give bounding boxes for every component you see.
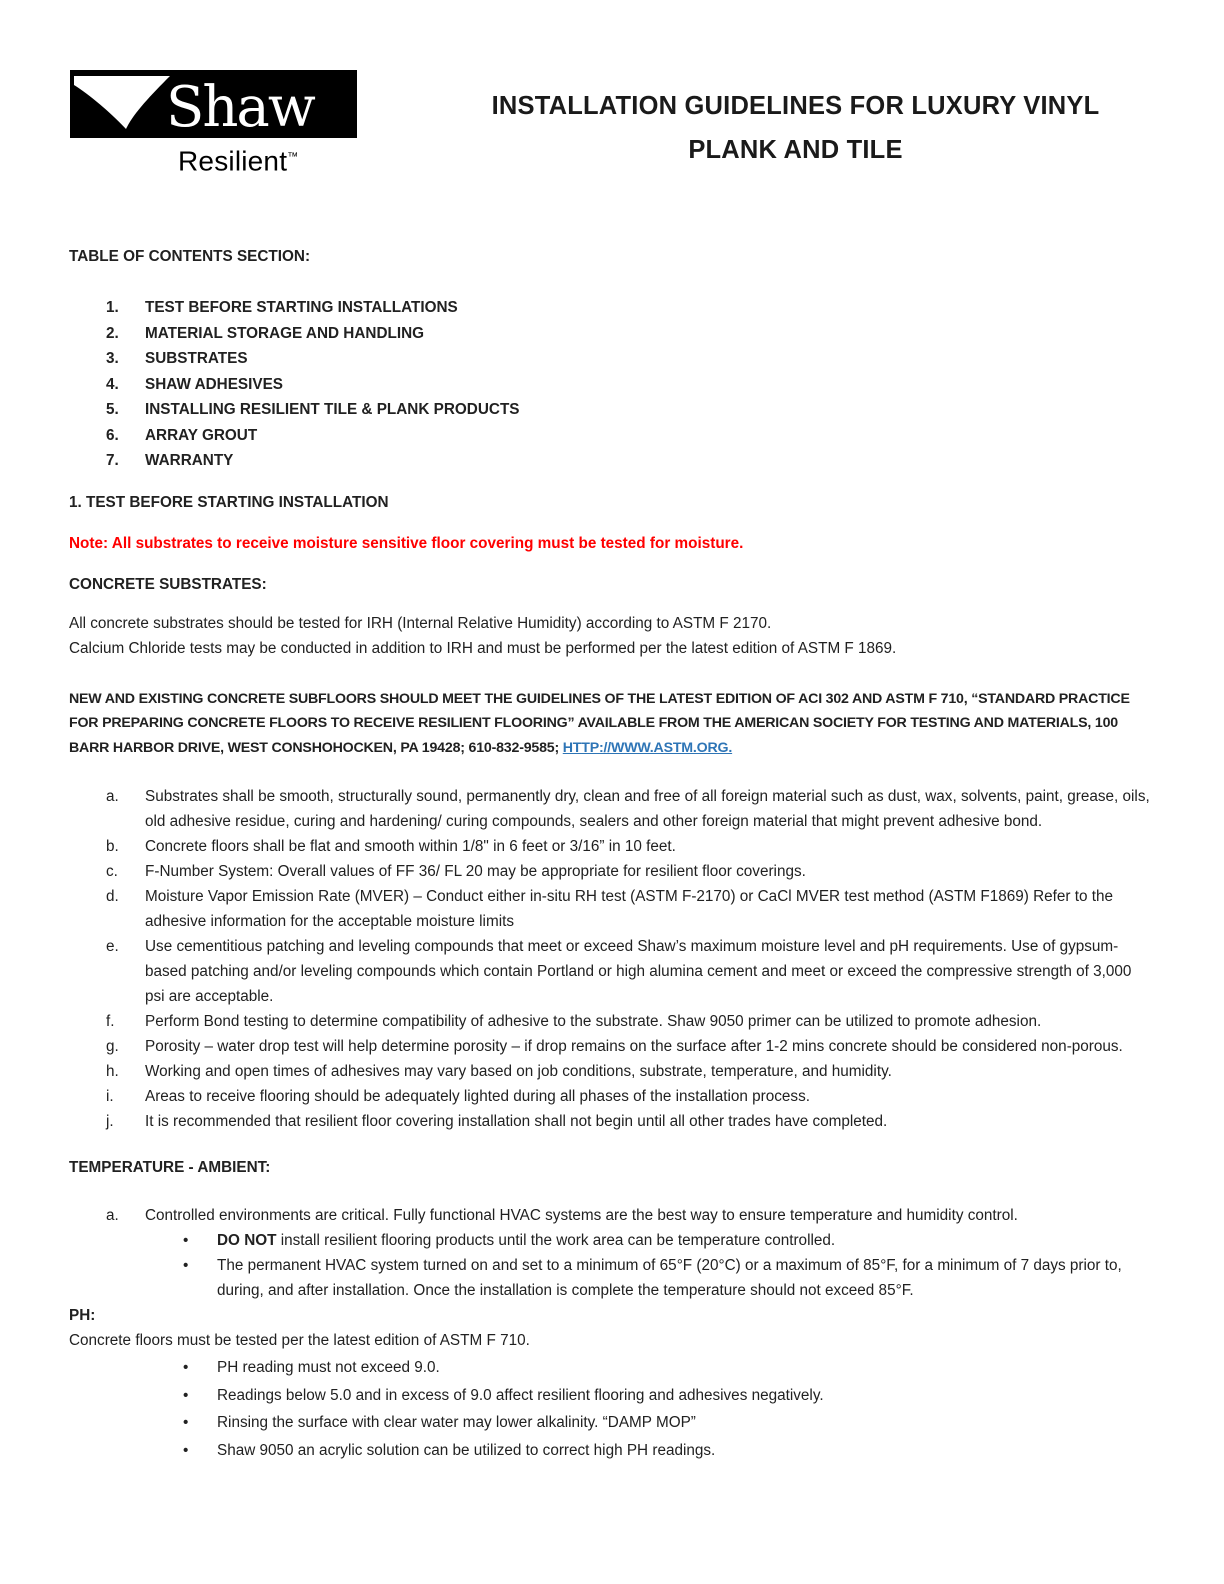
bullet-icon xyxy=(183,1355,217,1380)
toc-label: INSTALLING RESILIENT TILE & PLANK PRODUCTS xyxy=(145,401,520,418)
concrete-line1: All concrete substrates should be tested for IRH (Internal Relative Humidity) according to ASTM F 2170. xyxy=(69,614,772,632)
list-item xyxy=(69,1109,1155,1134)
list-text: Porosity – water drop test will help determine porosity – if drop remains on the surface after 1-2 mins concrete should be considered non-porous. xyxy=(145,1037,1123,1055)
bullet-text xyxy=(217,1228,1155,1253)
list-item xyxy=(69,859,1155,884)
list-letter: a. xyxy=(106,1206,119,1224)
section1-heading: 1. TEST BEFORE STARTING INSTALLATION xyxy=(69,493,389,511)
document-title xyxy=(425,84,1166,172)
toc-number: 5. xyxy=(106,401,119,418)
toc-number: 1. xyxy=(106,299,119,316)
list-letter: i. xyxy=(106,1087,114,1105)
temperature-bullet-2 xyxy=(69,1253,1155,1303)
do-not-emphasis: DO NOT xyxy=(217,1231,277,1249)
list-letter: a. xyxy=(106,787,119,805)
toc-item xyxy=(69,372,1155,398)
bullet-text: Readings below 5.0 and in excess of 9.0 affect resilient flooring and adhesives negatively. xyxy=(217,1386,824,1404)
list-text: It is recommended that resilient floor covering installation shall not begin until all other trades have completed. xyxy=(145,1112,888,1130)
ph-bullet xyxy=(69,1355,1155,1380)
list-text: Perform Bond testing to determine compatibility of adhesive to the substrate. Shaw 9050 primer can be utilized to promote adhesion. xyxy=(145,1012,1042,1030)
concrete-line2: Calcium Chloride tests may be conducted in addition to IRH and must be performed per the latest edition of ASTM F 1869. xyxy=(69,639,897,657)
list-letter: j. xyxy=(106,1112,114,1130)
bullet-text: Rinsing the surface with clear water may lower alkalinity. “DAMP MOP” xyxy=(217,1414,696,1432)
list-item xyxy=(69,1034,1155,1059)
bullet-text: The permanent HVAC system turned on and set to a minimum of 65°F (20°C) or a maximum of 85°F, for a minimum of 7 days prior to, during, and after installation. Once the installation is complete the temperature should not exceed 85°F. xyxy=(217,1256,1122,1299)
toc-number: 4. xyxy=(106,375,119,393)
toc-label: SUBSTRATES xyxy=(145,350,248,367)
list-item xyxy=(69,1009,1155,1034)
list-text: Working and open times of adhesives may vary based on job conditions, substrate, temperature, and humidity. xyxy=(145,1062,892,1080)
document-title-line2: PLANK AND TILE xyxy=(688,136,903,164)
toc-label: WARRANTY xyxy=(145,452,234,469)
list-text: Moisture Vapor Emission Rate (MVER) – Conduct either in-situ RH test (ASTM F-2170) or CaCl MVER test method (ASTM F1869) Refer to the adhesive information for the acceptable moisture limits xyxy=(145,887,1113,930)
bullet-text: Shaw 9050 an acrylic solution can be utilized to correct high PH readings. xyxy=(217,1441,716,1459)
list-letter: d. xyxy=(106,887,119,905)
bullet-icon xyxy=(183,1228,217,1253)
bullet-icon xyxy=(183,1410,217,1435)
ph-bullet xyxy=(69,1410,1155,1435)
shaw-logo-icon xyxy=(70,70,357,138)
resilient-label: Resilient xyxy=(178,145,288,177)
moisture-note: Note: All substrates to receive moisture sensitive floor covering must be tested for moisture. xyxy=(69,534,744,552)
list-item xyxy=(69,834,1155,859)
document-title-line1: INSTALLATION GUIDELINES FOR LUXURY VINYL xyxy=(491,92,1100,120)
list-text: Controlled environments are critical. Fully functional HVAC systems are the best way to ensure temperature and humidity control. xyxy=(145,1206,1018,1224)
list-item xyxy=(69,784,1155,834)
document-body xyxy=(69,244,1155,1463)
trademark-symbol: ™ xyxy=(287,151,299,163)
list-letter: e. xyxy=(106,937,119,955)
toc-label: SHAW ADHESIVES xyxy=(145,375,283,393)
list-item xyxy=(69,884,1155,934)
substrate-requirements-list xyxy=(69,784,1155,1134)
standards-text: NEW AND EXISTING CONCRETE SUBFLOORS SHOULD MEET THE GUIDELINES OF THE LATEST EDITION OF ACI 302 AND ASTM F 710, “STANDARD PRACTICE FOR PREPARING CONCRETE FLOORS TO RECEIVE RESILIENT FLOORING” AVAILABLE FROM THE AMERICAN SOCIETY FOR TESTING AND MATERIALS, 100 BARR HARBOR DRIVE, WEST CONSHOHOCKEN, PA 19428; 610-832-9585; xyxy=(69,690,1130,756)
list-item xyxy=(69,1059,1155,1084)
concrete-substrates-heading: CONCRETE SUBSTRATES: xyxy=(69,575,267,593)
toc-item xyxy=(69,397,1155,423)
list-letter: c. xyxy=(106,862,118,880)
astm-link[interactable]: HTTP://WWW.ASTM.ORG. xyxy=(562,739,733,756)
list-letter: b. xyxy=(106,837,119,855)
toc-label: ARRAY GROUT xyxy=(145,426,258,444)
bullet-text: PH reading must not exceed 9.0. xyxy=(217,1359,440,1377)
bullet-icon xyxy=(183,1383,217,1408)
table-of-contents xyxy=(69,295,1155,474)
temperature-bullet-1 xyxy=(69,1228,1155,1253)
list-letter: f. xyxy=(106,1012,115,1030)
list-letter: h. xyxy=(106,1062,119,1080)
toc-item xyxy=(69,321,1155,347)
shaw-logo xyxy=(70,70,360,176)
bullet-icon xyxy=(183,1438,217,1463)
list-item xyxy=(69,934,1155,1009)
resilient-wordmark xyxy=(178,142,360,176)
toc-item xyxy=(69,346,1155,372)
toc-number: 3. xyxy=(106,350,119,367)
list-text: Concrete floors shall be flat and smooth within 1/8" in 6 feet or 3/16” in 10 feet. xyxy=(145,837,676,855)
ph-bullet xyxy=(69,1438,1155,1463)
toc-item xyxy=(69,448,1155,474)
toc-label: MATERIAL STORAGE AND HANDLING xyxy=(145,324,425,342)
ph-heading: PH: xyxy=(69,1306,96,1324)
toc-number: 2. xyxy=(106,324,119,342)
temperature-heading: TEMPERATURE - AMBIENT: xyxy=(69,1158,271,1176)
list-text: Substrates shall be smooth, structurally sound, permanently dry, clean and free of all foreign material such as dust, wax, solvents, paint, grease, oils, old adhesive residue, curing and hardening/ curing compounds, sealers and other foreign material that might prevent adhesive bond. xyxy=(145,787,1150,830)
ph-bullet xyxy=(69,1383,1155,1408)
list-item xyxy=(69,1084,1155,1109)
list-text: F-Number System: Overall values of FF 36/ FL 20 may be appropriate for resilient floor coverings. xyxy=(145,862,806,880)
toc-heading: TABLE OF CONTENTS SECTION: xyxy=(69,248,311,265)
list-letter: g. xyxy=(106,1037,119,1055)
toc-number: 7. xyxy=(106,452,119,469)
bullet-icon xyxy=(183,1253,217,1303)
standards-paragraph xyxy=(69,687,1155,761)
shaw-logo-text: Shaw xyxy=(166,75,314,138)
toc-number: 6. xyxy=(106,426,119,444)
toc-item xyxy=(69,423,1155,449)
toc-label: TEST BEFORE STARTING INSTALLATIONS xyxy=(145,299,458,316)
temperature-item-a xyxy=(69,1203,1155,1228)
ph-bullet-list xyxy=(69,1355,1155,1463)
toc-item xyxy=(69,295,1155,321)
bullet-rest: install resilient flooring products until the work area can be temperature controlled. xyxy=(276,1231,836,1249)
ph-intro: Concrete floors must be tested per the latest edition of ASTM F 710. xyxy=(69,1331,530,1349)
list-text: Use cementitious patching and leveling compounds that meet or exceed Shaw’s maximum moisture level and pH requirements. Use of gypsum-based patching and/or leveling compounds which contain Portland or high alumina cement and meet or exceed the compressive strength of 3,000 psi are acceptable. xyxy=(145,937,1132,1005)
concrete-paragraph xyxy=(69,611,1155,661)
list-text: Areas to receive flooring should be adequately lighted during all phases of the installation process. xyxy=(145,1087,810,1105)
